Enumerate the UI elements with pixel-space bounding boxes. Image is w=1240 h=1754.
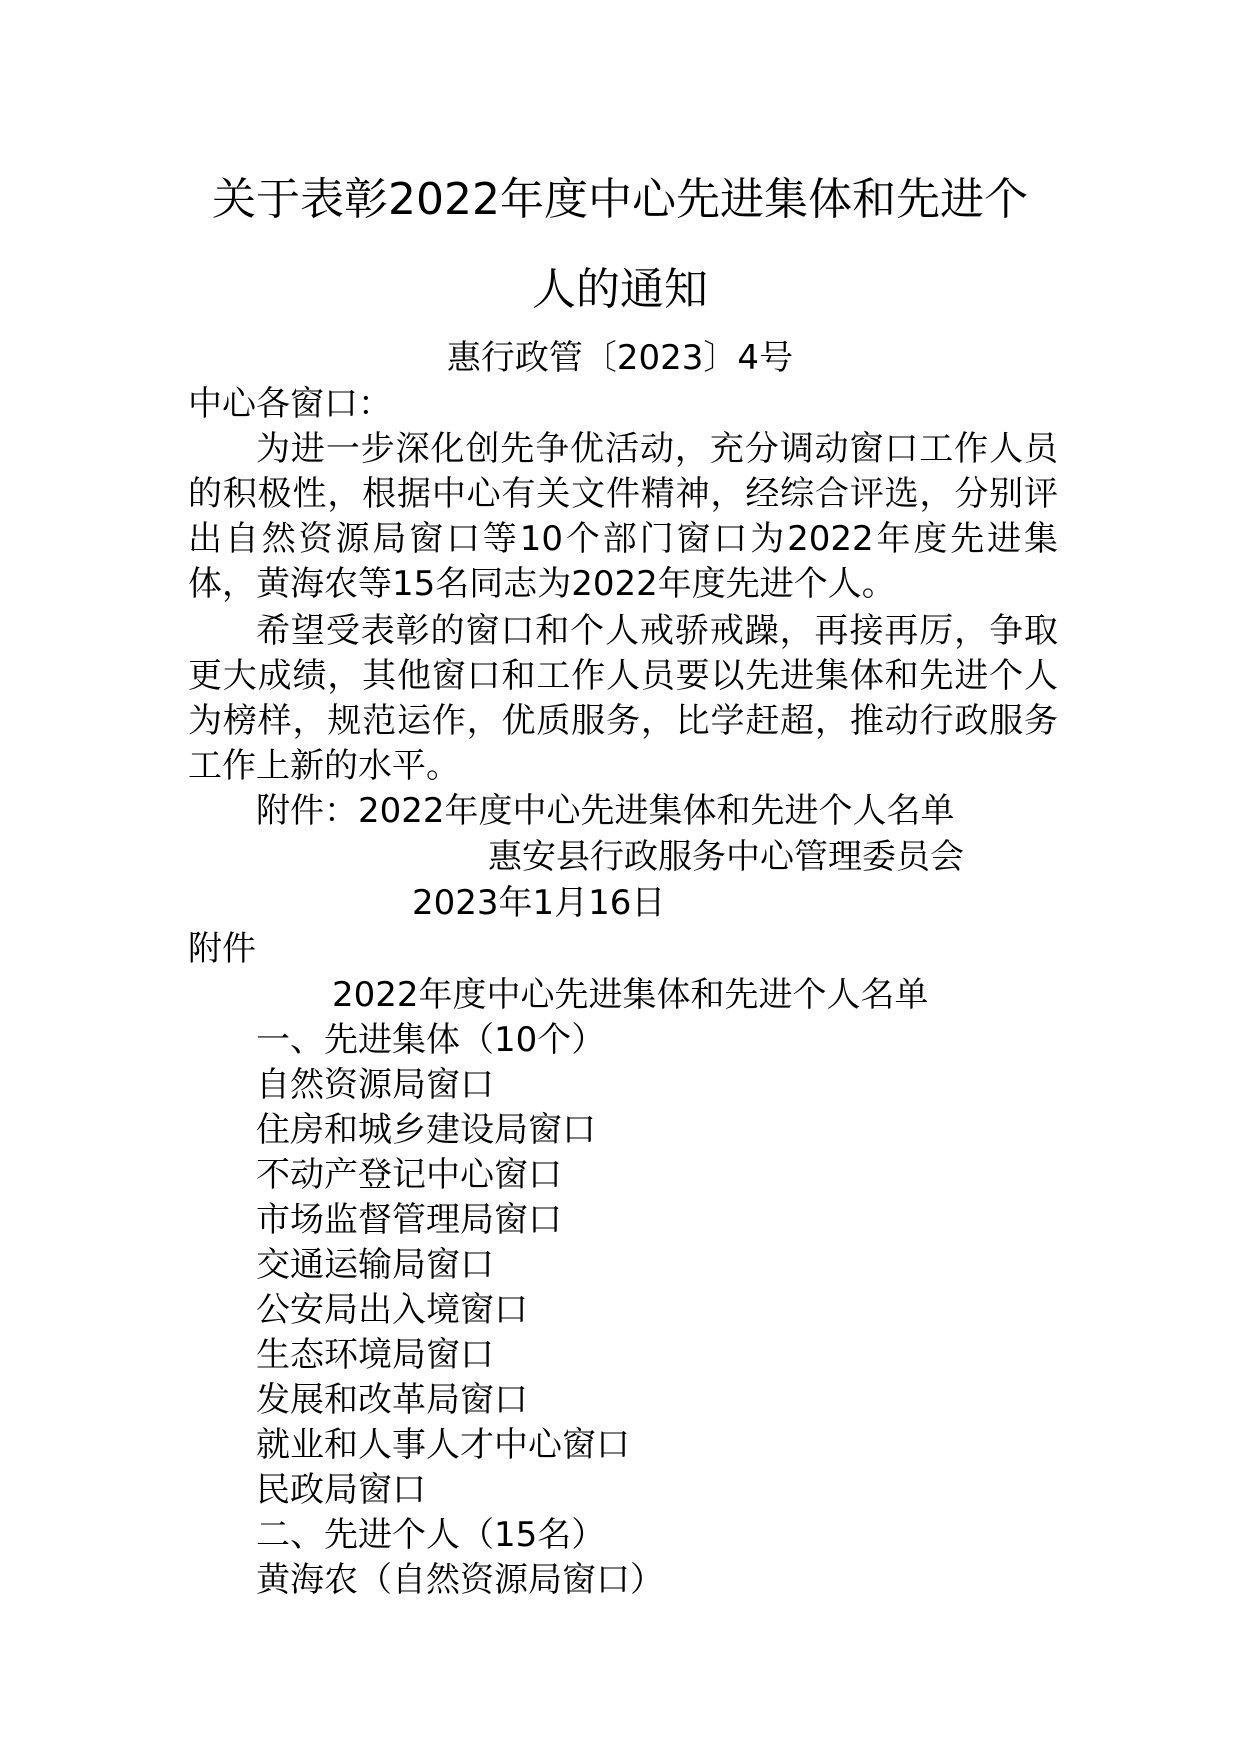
collective-item: 生态环境局窗口 — [256, 1335, 494, 1375]
body-paragraph-1: 为进一步深化创先争优活动，充分调动窗口工作人员的积极性，根据中心有关文件精神，经综合评选，分别评出自然资源局窗口等10个部门窗口为2022年度先进集体，黄海农等15名同志为2022年度先进个人。 — [188, 429, 1058, 604]
attachment-title: 2022年度中心先进集体和先进个人名单 — [332, 975, 929, 1015]
collective-item: 公安局出入境窗口 — [256, 1290, 528, 1330]
collective-item: 不动产登记中心窗口 — [256, 1155, 562, 1195]
section-heading-collectives: 一、先进集体（10个） — [256, 1020, 606, 1060]
issuer-name: 惠安县行政服务中心管理委员会 — [488, 837, 964, 877]
section-heading-individuals: 二、先进个人（15名） — [256, 1515, 606, 1555]
document-number: 惠行政管〔2023〕4号 — [446, 338, 794, 378]
attachment-label: 附件 — [188, 929, 256, 969]
document-title-line1: 关于表彰2022年度中心先进集体和先进个 — [212, 174, 1028, 225]
attachment-note: 附件：2022年度中心先进集体和先进个人名单 — [256, 791, 955, 831]
collective-item: 住房和城乡建设局窗口 — [256, 1110, 596, 1150]
collective-item: 民政局窗口 — [256, 1470, 426, 1510]
body-paragraph-2: 希望受表彰的窗口和个人戒骄戒躁，再接再厉，争取更大成绩，其他窗口和工作人员要以先进集体和先进个人为榜样，规范运作，优质服务，比学赶超，推动行政服务工作上新的水平。 — [188, 611, 1058, 786]
issue-date: 2023年1月16日 — [412, 883, 666, 923]
individual-item: 黄海农（自然资源局窗口） — [256, 1560, 664, 1600]
salutation: 中心各窗口： — [188, 384, 392, 424]
collective-item: 自然资源局窗口 — [256, 1065, 494, 1105]
collective-item: 就业和人事人才中心窗口 — [256, 1425, 630, 1465]
collective-item: 发展和改革局窗口 — [256, 1380, 528, 1420]
collective-item: 市场监督管理局窗口 — [256, 1200, 562, 1240]
document-title-line2: 人的通知 — [532, 264, 708, 315]
collective-item: 交通运输局窗口 — [256, 1245, 494, 1285]
